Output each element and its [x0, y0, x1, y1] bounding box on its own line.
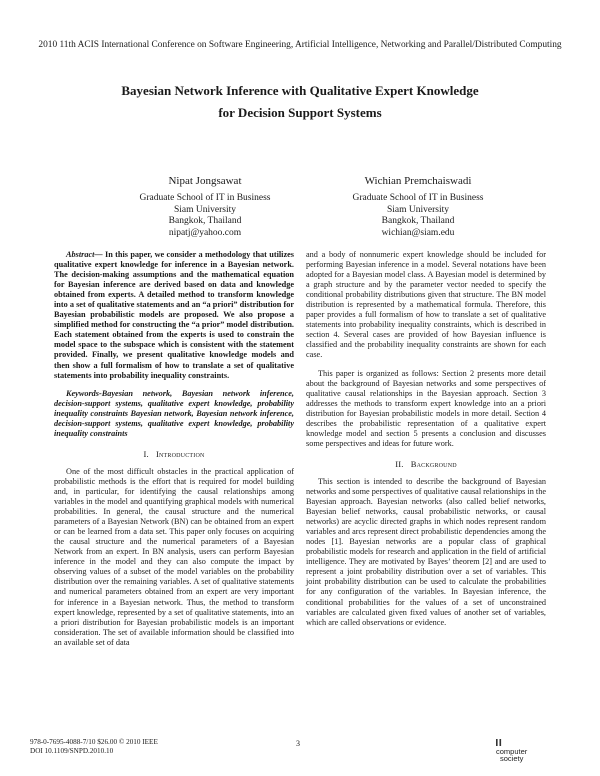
footer-info [30, 738, 158, 756]
author-2 [308, 176, 528, 240]
author-name: Nipat Jongsawat [168, 175, 242, 187]
logo-line-2: society [500, 754, 524, 763]
author-1 [95, 176, 315, 240]
author-university: Siam University [173, 204, 236, 215]
author-name: Wichian Premchaiswadi [364, 175, 472, 187]
col2-paragraph-1: and a body of nonnumeric expert knowledge should be included for performing Bayesian inference in a model. Several notations have been adopted for a Bayesian model class. A Bayesian model is determined by a graph structure and by the parameter vector needed to specify the conditional probability distributions given that structure. The BN model distribution is represented by a mathematical formula. Therefore, this paper provides a full formalism of how to translate a set of qualitative statements into probability inequality constraints, which is described in section 4. Several cases are provided of how Bayesian influence is classified and the probability inequality constraints are shown for each case. [306, 250, 546, 360]
logo-line-1: computer [496, 747, 528, 756]
paper-title [40, 80, 560, 124]
keywords [54, 389, 294, 439]
computer-society-logo-icon [488, 737, 548, 763]
section-2-number: II. [395, 458, 404, 469]
section-1-number: I. [143, 448, 149, 459]
section-2-title: Background [410, 458, 457, 469]
abstract-text: In this paper, we consider a methodology that utilizes qualitative expert knowledge for inference in a Bayesian network. The decision-making assumptions and the mathematical equation for Bayesian inference are derived based on data and knowledge obtained from experts. A detailed method to transform knowledge into a set of qualitative statements and an “a priori” distribution for Bayesian probabilistic models are proposed. We also propose a simplified method for constructing the “a prior” model distribution. Each statement obtained from the experts is used to constrain the model space to the subspace which is consistent with the statement provided. Finally, we present qualitative knowledge models and then show a full formalism of how to translate a set of qualitative statements into probability inequality constraints. [54, 250, 294, 380]
author-city: Bangkok, Thailand [381, 216, 455, 227]
abstract [54, 250, 294, 381]
conference-header: 2010 11th ACIS International Conference on Software Engineering, Artificial Intelligence, Networking and Parallel/Distributed Computing [38, 40, 562, 50]
title-line-1: Bayesian Network Inference with Qualitative Expert Knowledge [121, 83, 479, 98]
section-1-text: One of the most difficult obstacles in the practical application of probabilistic methods is the effort that is required for model building and, in particular, for identifying the causal relationships among variables in the model and quantifying graphical models with numerical probabilities. In general, the causal structure and the numerical parameters of a Bayesian Network (BN) can be obtained from an expert or can be learned from a data set. This paper only focuses on acquiring the causal structure and the numerical parameters of a Bayesian Network from an expert. In BN analysis, users can perform Bayesian inference in the model and they can also compute the impact by observing values of a subset of the model variables on the probability distribution over the remaining variables. A set of qualitative statements and numerical parameters obtained from an expert are very important for inference in a Bayesian network. Thus, the method to transform expert knowledge, represented by a set of qualitative statements, into an a priori distribution for Bayesian probabilistic models is an important consideration. The set of available information should be classified into an available set of data [54, 466, 294, 647]
section-2-heading [306, 459, 546, 469]
author-email[interactable]: nipatj@yahoo.com [168, 228, 242, 239]
keywords-text: Bayesian network, Bayesian network inference, decision-support systems, qualitative expert knowledge, probability inequality constraints Bayesian network, Bayesian network inference, decision-support systems, qualitative expert knowledge, probability inequality constraints [54, 388, 294, 438]
footer-isbn: 978-0-7695-4088-7/10 $26.00 © 2010 IEEE [30, 738, 158, 746]
author-affiliation: Graduate School of IT in Business [139, 192, 271, 203]
col2-paragraph-2: This paper is organized as follows: Section 2 presents more detail about the background of Bayesian networks and some perspectives of qualitative causal relationships in the Bayesian approach. Section 3 addresses the methods to transform expert knowledge into an a priori distribution for Bayesian probabilistic models in more detail. Section 4 describes the probabilistic representation of a qualitative expert knowledge model and section 5 presents a conclusion and discusses some perspectives and ideas for future work. [306, 368, 546, 448]
footer-doi: DOI 10.1109/SNPD.2010.10 [30, 747, 114, 755]
author-email[interactable]: wichian@siam.edu [381, 228, 455, 239]
author-affiliation: Graduate School of IT in Business [352, 192, 484, 203]
computer-society-logo [488, 737, 548, 763]
title-line-2: for Decision Support Systems [218, 105, 382, 120]
section-1-title: Introduction [155, 448, 205, 459]
page-number: 3 [296, 739, 300, 748]
right-column [306, 250, 546, 628]
section-1-heading [54, 449, 294, 459]
author-city: Bangkok, Thailand [168, 216, 242, 227]
left-column [54, 250, 294, 648]
abstract-label: Abstract— [66, 250, 103, 259]
author-university: Siam University [386, 204, 449, 215]
keywords-label: Keywords- [66, 388, 102, 398]
section-2-text: This section is intended to describe the background of Bayesian networks and some perspectives of qualitative causal relationships in the Bayesian approach. Bayesian networks (also called belief networks, Bayesian belief networks, causal probabilistic networks, or causal networks) are acyclic directed graphs in which nodes represent random variables and arcs represent direct probabilistic dependencies among the nodes [1]. Bayesian networks are a popular class of graphical probabilistic models for research and application in the field of artificial intelligence. They are motivated by Bayes’ theorem [2] and are used to represent a joint probability distribution over a set of variables. This joint probability distribution can be used to calculate the probabilities for any configuration of the variables. In Bayesian inference, the conditional probabilities for the values of a set of unconstrained variables are calculated given fixed values of another set of variables, which are called observations or evidence. [306, 476, 546, 627]
